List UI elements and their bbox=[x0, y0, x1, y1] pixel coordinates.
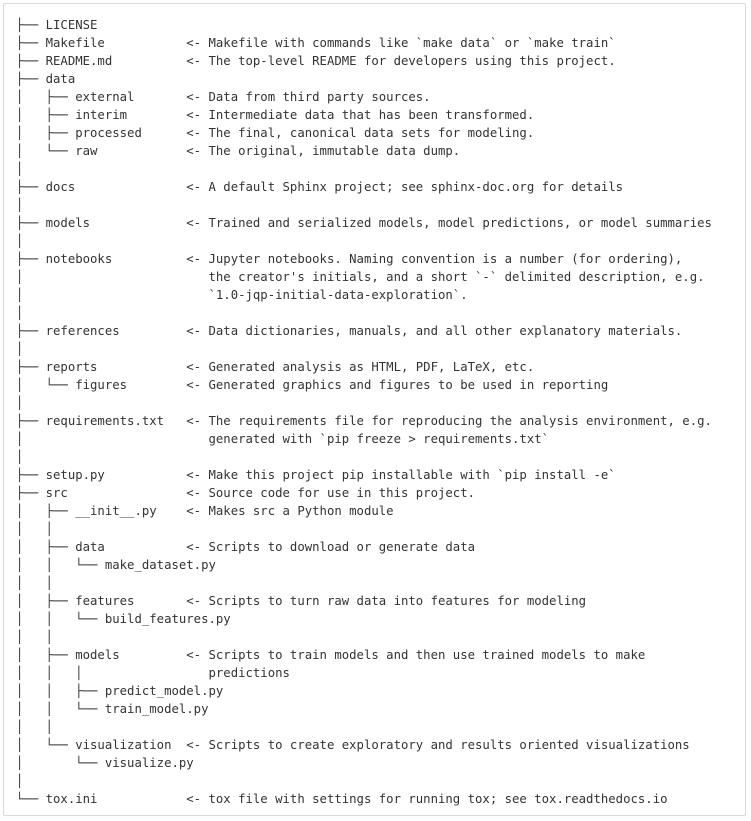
tree-line-requirements-cont: │ generated with `pip freeze > requirements.txt` bbox=[16, 432, 550, 446]
tree-line-setup: ├── setup.py <- Make this project pip installable with `pip install -e` bbox=[16, 468, 616, 482]
tree-line-notebooks-cont-1: │ the creator's initials, and a short `-` delimited description, e.g. bbox=[16, 270, 705, 284]
tree-line-tox: └── tox.ini <- tox file with settings for running tox; see tox.readthedocs.io bbox=[16, 792, 668, 806]
tree-line-models: ├── models <- Trained and serialized models, model predictions, or model summaries bbox=[16, 216, 712, 230]
tree-line-src-models: │ ├── models <- Scripts to train models and then use trained models to make bbox=[16, 648, 646, 662]
tree-line-data: ├── data bbox=[16, 72, 76, 86]
tree-line-src-data-make-dataset: │ │ └── make_dataset.py bbox=[16, 558, 216, 572]
tree-line-src-features-build: │ │ └── build_features.py bbox=[16, 612, 231, 626]
tree-line-src-visualization-visualize: │ └── visualize.py bbox=[16, 756, 194, 770]
tree-line-spacer: │ │ bbox=[16, 720, 54, 734]
tree-line-data-raw: │ └── raw <- The original, immutable data dump. bbox=[16, 144, 461, 158]
tree-line-spacer: │ bbox=[16, 342, 24, 356]
tree-line-spacer: │ bbox=[16, 774, 24, 788]
tree-line-spacer: │ bbox=[16, 396, 24, 410]
tree-line-makefile: ├── Makefile <- Makefile with commands like `make data` or `make train` bbox=[16, 36, 616, 50]
code-block bbox=[3, 3, 746, 816]
tree-line-spacer: │ bbox=[16, 162, 24, 176]
tree-line-src-visualization: │ └── visualization <- Scripts to create exploratory and results oriented visualizations bbox=[16, 738, 690, 752]
tree-line-src: ├── src <- Source code for use in this project. bbox=[16, 486, 476, 500]
tree-line-data-external: │ ├── external <- Data from third party sources. bbox=[16, 90, 431, 104]
tree-line-notebooks-cont-2: │ `1.0-jqp-initial-data-exploration`. bbox=[16, 288, 468, 302]
tree-line-data-processed: │ ├── processed <- The final, canonical data sets for modeling. bbox=[16, 126, 535, 140]
tree-line-spacer: │ bbox=[16, 450, 24, 464]
tree-line-src-models-predict: │ │ ├── predict_model.py bbox=[16, 684, 224, 698]
tree-line-data-interim: │ ├── interim <- Intermediate data that has been transformed. bbox=[16, 108, 535, 122]
tree-line-readme: ├── README.md <- The top-level README for developers using this project. bbox=[16, 54, 616, 68]
tree-line-license: ├── LICENSE bbox=[16, 18, 98, 32]
tree-line-src-data: │ ├── data <- Scripts to download or generate data bbox=[16, 540, 476, 554]
tree-line-spacer: │ bbox=[16, 234, 24, 248]
tree-line-references: ├── references <- Data dictionaries, manuals, and all other explanatory materials. bbox=[16, 324, 683, 338]
tree-line-notebooks: ├── notebooks <- Jupyter notebooks. Naming convention is a number (for ordering), bbox=[16, 252, 683, 266]
tree-line-spacer: │ bbox=[16, 306, 24, 320]
tree-line-docs: ├── docs <- A default Sphinx project; see sphinx-doc.org for details bbox=[16, 180, 624, 194]
tree-line-reports-figures: │ └── figures <- Generated graphics and figures to be used in reporting bbox=[16, 378, 609, 392]
tree-line-spacer: │ │ bbox=[16, 522, 54, 536]
tree-line-spacer: │ │ bbox=[16, 630, 54, 644]
tree-line-src-models-cont: │ │ │ predictions bbox=[16, 666, 290, 680]
tree-line-src-models-train: │ │ └── train_model.py bbox=[16, 702, 209, 716]
tree-line-spacer: │ │ bbox=[16, 576, 54, 590]
tree-line-reports: ├── reports <- Generated analysis as HTML, PDF, LaTeX, etc. bbox=[16, 360, 535, 374]
project-tree bbox=[16, 16, 745, 808]
tree-line-requirements: ├── requirements.txt <- The requirements file for reproducing the analysis environment, e.g. bbox=[16, 414, 712, 428]
tree-line-src-init: │ ├── __init__.py <- Makes src a Python module bbox=[16, 504, 394, 518]
tree-line-spacer: │ bbox=[16, 198, 24, 212]
tree-line-src-features: │ ├── features <- Scripts to turn raw data into features for modeling bbox=[16, 594, 587, 608]
